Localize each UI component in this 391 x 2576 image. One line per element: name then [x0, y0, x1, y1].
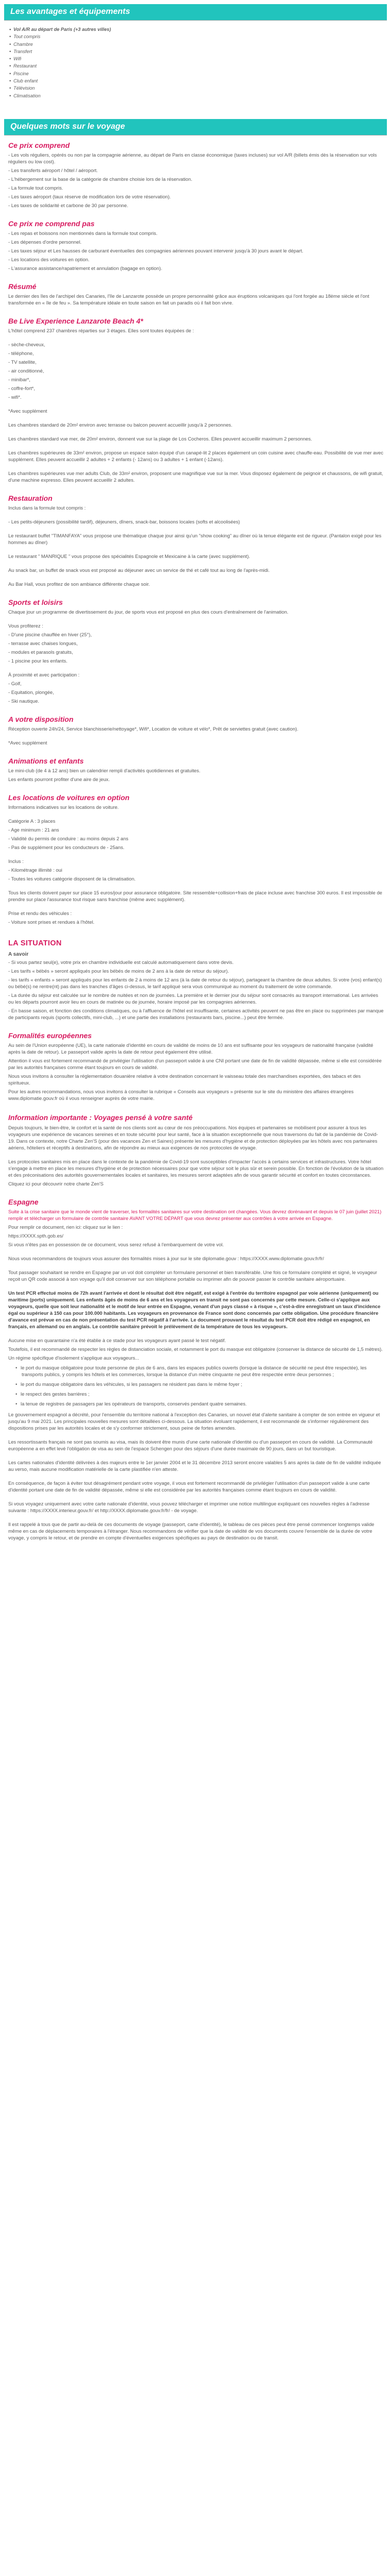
spacer: [8, 402, 384, 408]
equipement-item: • Restaurant: [14, 62, 387, 70]
espagne-title: Espagne: [8, 1197, 39, 1206]
spacer: [8, 812, 384, 818]
spacer: [8, 666, 384, 671]
espagne-red-intro: Suite à la crise sanitaire que le monde vient de traverser, les formalités sanitaires sur votre destination ont changées. Vous devrez dorénavant et depuis le 07 juin (juillet 2021) remplir et télécharger un formulaire de contrôle sanitaire AVANT VOTRE DÉPART que vous devrez présenter aux contrôles à votre arrivée en Espagne.: [8, 1208, 382, 1221]
section-line: - D'une piscine chauffée en hiver (25°),: [8, 631, 92, 637]
section-line: Le mini-club (de 4 à 12 ans) bien un calendrier rempli d'activités quotidiennes et gratuites.: [8, 767, 201, 773]
section-line: Chaque jour un programme de divertissement du jour, de sports vous est proposé en plus des cours d'entraînement de l'animation.: [8, 608, 288, 615]
section-title: Animations et enfants: [8, 756, 84, 765]
espagne-bullet-item: • le port du masque obligatoire pour toute personne de plus de 6 ans, dans les espaces publics ouverts (lorsque la distance de sécurité ne peut être respectée), les transports publics, y compris les hôtels et les commerces, lorsque la distance d'un mètre cinquante ne peut être respectée entre deux personnes ;: [22, 1364, 384, 1378]
section-line: - air conditionné,: [8, 367, 44, 374]
section-line: L'hôtel comprend 237 chambres réparties sur 3 étages. Elles sont toutes équipées de :: [8, 327, 194, 333]
section-line: Les chambres supérieures vue mer adults Club, de 33m² environ, proposent une magnifique vue sur la mer. Vous disposez également de peignoir et chaussons, de wifi gratuit, d'une machine expresso. Elles peuvent accueillir 2 adultes.: [8, 470, 383, 483]
section-line: - Les dépenses d'ordre personnel.: [8, 239, 82, 245]
section-line: Vous profiterez :: [8, 622, 43, 629]
section-line: - L'assurance assistance/rapatriement et annulation (bagage en option).: [8, 265, 162, 271]
section-line: *Avec supplément: [8, 739, 47, 745]
section-line: Informations indicatives sur les locations de voiture.: [8, 804, 119, 810]
spacer: [8, 562, 384, 567]
spacer: [8, 617, 384, 622]
spacer: [8, 1433, 384, 1438]
section-body: [8, 230, 384, 272]
equipement-item: • Tout compris: [14, 33, 387, 40]
equipement-item: • Télévision: [14, 84, 387, 92]
section-line: - Toutes les voitures catégorie disposent de la climatisation.: [8, 875, 136, 882]
section-line: - Voiture sont prises et rendues à l'hôtel.: [8, 919, 94, 925]
section-line: - La formule tout compris.: [8, 184, 63, 191]
formalites-line: Nous vous invitons à consulter la réglementation douanière relative à votre destination concernant le vaisseau totale des marchandises exportées, des tabacs et des spiritueux.: [8, 1073, 361, 1086]
information-title: Information importante : Voyages pensé à votre santé: [8, 1113, 193, 1122]
spacer: [8, 416, 384, 421]
espagne-bullet-item: • le respect des gestes barrières ;: [22, 1391, 384, 1397]
section-line: Le restaurant buffet "TIMANFAYA" vous propose une thématique chaque jour ainsi qu'un "show cooking" au dîner où la tenue élégante est de rigueur. (Pantalon exigé pour les hommes au dîner): [8, 532, 382, 545]
information-text: [8, 1124, 384, 1187]
spacer: [8, 430, 384, 435]
section-title: Les locations de voitures en option: [8, 793, 129, 802]
section-line: Inclus dans la formule tout compris :: [8, 504, 86, 511]
situation-line: - Si vous partez seul(e), votre prix en chambre individuelle est calculé automatiquement dans votre devis.: [8, 959, 234, 965]
section-body: [8, 504, 384, 587]
section-title: Be Live Experience Lanzarote Beach 4*: [8, 316, 143, 325]
section-line: - téléphone,: [8, 350, 34, 356]
espagne-text-b: [8, 1269, 384, 1282]
section-line: - minibar*,: [8, 376, 30, 382]
section-line: - Les taxes aéroport (taux réserve de modification lors de votre réservation).: [8, 193, 171, 199]
section-line: - terrasse avec chaises longues,: [8, 640, 78, 646]
section-line: Au snack bar, un buffet de snack vous est proposé au déjeuner avec un service de thé et café tout au long de l'après-midi.: [8, 567, 270, 573]
section-line: - L'hébergement sur la base de la catégorie de chambre choisie lors de la réservation.: [8, 176, 192, 182]
formalites-text: [8, 1042, 384, 1101]
section-title: Ce prix ne comprend pas: [8, 219, 95, 228]
section-body: [8, 804, 384, 925]
situation-line: - La durée du séjour est calculée sur le nombre de nuitées et non de journées. La première et le dernier jour du séjour sont consacrés au transport international. Les arrivées ou les départs pourront avoir lieu en cours de matinée ou de journée, horaire imposé par les compagnies aériennes.: [8, 992, 379, 1005]
spacer: [8, 884, 384, 889]
section-line: Les chambres supérieures de 33m² environ, propose un espace salon équipé d'un canapé-lit 2 places également un coin cuisine avec chauffe-eau. Possibilité de vue mer avec supplément. Elles peuvent accueillir 2 adultes + 2 enfants (- 12ans) ou 3 adultes + 1 enfant (-12ans).: [8, 449, 384, 462]
espagne-line: Le gouvernement espagnol a décrété, pour l'ensemble du territoire national à l'exception des Canaries, un nouvel état d'alerte sanitaire à compter de son entrée en vigueur et jusqu'au 9 mai 2021. Les principales nouvelles mesures sont détaillées ci-dessous. La situation évoluant rapidement, il est recommandé de s'informer régulièrement des dispositions prises par les autorités locales et de s'y conformer strictement, sous peine de fortes amendes.: [8, 1411, 380, 1431]
section-body: [8, 151, 384, 209]
spacer: [8, 905, 384, 910]
situation-subtitle: A savoir: [8, 951, 29, 957]
section-line: Inclus :: [8, 858, 24, 864]
information-line: Depuis toujours, le bien-être, le confort et la santé de nos clients sont au cœur de nos préoccupations. Nos équipes et partenaires se mobilisent pour assurer à tous les voyageurs une expérience de vacances sereines et en toute sécurité pour leur santé, face à la situation exceptionnelle que nous traversons du fait de la pandémie de Covid-19. Dans ce contexte, notre Charte Zen'S (pour des vacances Zen et Saines) présente les mesures d'hygiène et de protection déployées par les hôtels avec nos partenaires aériens, hôteliers et réceptifs à destinations, afin de répondre au mieux aux exigences de nos protocoles de voyage.: [8, 1124, 378, 1150]
section-line: Réception ouverte 24h/24, Service blanchisserie/nettoyage*, Wifi*, Location de voiture et vélo*, Prêt de serviettes gratuit (avec caution).: [8, 725, 299, 732]
information-line: Cliquez ici pour découvrir notre charte Zen'S: [8, 1180, 104, 1187]
spacer: [8, 853, 384, 858]
section-line: Le restaurant " MANRIQUE " vous propose des spécialités Espagnole et Mexicaine à la carte (avec supplément).: [8, 553, 250, 559]
equipements-list: [4, 26, 387, 99]
section-line: *Avec supplément: [8, 408, 47, 414]
espagne-text-d: [8, 1411, 384, 1541]
section-body: [8, 767, 384, 783]
voyage-content: [4, 141, 387, 1541]
section-body: [8, 725, 384, 746]
spacer: [8, 527, 384, 532]
formalites-line: Au sein de l'Union européenne (UE), la carte nationale d'identité en cours de validité de moins de 10 ans est suffisante pour les voyageurs de nationalité française (validité après la date de retour). Le passeport valide après la date de retour peut également être utilisé.: [8, 1042, 373, 1055]
section-title: Ce prix comprend: [8, 141, 70, 149]
espagne-text-c: [8, 1337, 384, 1361]
section-body: [8, 327, 384, 483]
section-title: A votre disposition: [8, 715, 74, 723]
spacer: [8, 513, 384, 518]
section-line: - Les taxes de solidarité et carbone de 30 par personne.: [8, 202, 128, 208]
formalites-line: Attention il vous est fortement recommandé de privilégier l'utilisation d'un passeport valide à une CNI portant une date de fin de validité dépassée, même si elle est considérée par les autorités françaises comme étant toujours en cours de validité.: [8, 1057, 382, 1070]
spacer: [8, 444, 384, 449]
espagne-line: Un régime spécifique d'isolement s'applique aux voyageurs...: [8, 1354, 139, 1361]
espagne-line: Tout passager souhaitant se rendre en Espagne par un vol doit compléter un formulaire personnel et bien transférable. Une fois ce formulaire complété et signé, le voyageur reçoit un QR code associé à son voyage qu'il doit conserver sur son téléphone portable ou imprimer afin de pouvoir passer le contrôle sanitaire aéroportuaire.: [8, 1269, 377, 1282]
equipement-item: • Wifi: [14, 55, 387, 62]
espagne-line: Toutefois, il est recommandé de respecter les règles de distanciation sociale, et notamment le port du masque est obligatoire (conserver la distance de sécurité de 1,5 mètres).: [8, 1346, 383, 1352]
equipement-item: • Chambre: [14, 41, 387, 48]
section-line: - Kilométrage illimité : oui: [8, 867, 62, 873]
section-line: Prise et rendu des véhicules :: [8, 910, 72, 916]
voyage-banner: Quelques mots sur le voyage: [4, 119, 387, 135]
spacer: [8, 1495, 384, 1500]
section-line: Les enfants pourront profiter d'une aire de jeux.: [8, 776, 110, 782]
spacer: [8, 1516, 384, 1521]
espagne-line: Nous vous recommandons de toujours vous assurer des formalités mises à jour sur le site diplomatie.gouv : https://XXXX.www.diplomatie.gouv.fr/fr/: [8, 1255, 324, 1261]
sections-container: [8, 141, 384, 925]
section-body: [8, 293, 384, 306]
section-title: Restauration: [8, 494, 53, 502]
spacer: [8, 336, 384, 341]
section-line: À proximité et avec participation :: [8, 671, 80, 677]
section-line: - Les locations des voitures en option.: [8, 256, 90, 262]
espagne-line: Aucune mise en quarantaine n'a été établie à ce stade pour les voyageurs ayant passé le test négatif.: [8, 1337, 226, 1343]
espagne-line: https://XXXX.spth.gob.es/: [8, 1232, 63, 1239]
equipement-item: • Piscine: [14, 70, 387, 77]
spacer: [8, 465, 384, 470]
formalites-title: Formalités européennes: [8, 1031, 92, 1040]
section-line: - wifi*.: [8, 394, 22, 400]
situation-title: LA SITUATION: [8, 939, 62, 947]
section-line: - Les taxes séjour et Les hausses de carburant éventuelles des compagnies aériennes pouvant intervenir jusqu'à 30 jours avant le départ.: [8, 247, 303, 253]
section-title: Sports et loisirs: [8, 598, 63, 606]
equipement-item: • Climatisation: [14, 92, 387, 99]
section-line: - Age minimum : 21 ans: [8, 826, 59, 833]
section-line: Catégorie A : 3 places: [8, 818, 56, 824]
espagne-bullet-list: [8, 1364, 384, 1407]
information-line: Les protocoles sanitaires mis en place dans le contexte de la pandémie de Covid-19 sont susceptibles d'impacter l'accès à certains services et infrastructures. Votre hôtel s'engage à mettre en place les mesures d'hygiène et de protection nécessaires pour que votre séjour soit le plus sûr et serein possible. En fonction de l'évolution de la situation et des préconisations des autorités gouvernementales locales et sanitaires, les mesures seront adaptées afin de vous garantir sécurité et confort en toutes circonstances.: [8, 1158, 384, 1178]
espagne-line: Si vous n'êtes pas en possession de ce document, vous serez refusé à l'embarquement de votre vol.: [8, 1241, 224, 1247]
section-line: - 1 piscine pour les enfants.: [8, 657, 68, 664]
espagne-line: Les cartes nationales d'identité délivrées à des majeurs entre le 1er janvier 2004 et le 31 décembre 2013 seront encore valables 5 ans après la date de fin de validité indiquée au verso, mais aucune modification matérielle de la carte plastifiée n'en atteste.: [8, 1459, 381, 1472]
section-line: - Les petits-déjeuners (possibilité tardif), déjeuners, dîners, snack-bar, boissons locales (softs et alcoolisées): [8, 518, 240, 524]
section-line: - Validité du permis de conduire : au moins depuis 2 ans: [8, 835, 128, 841]
spacer: [8, 1454, 384, 1459]
spacer: [8, 575, 384, 581]
section-line: - coffre-fort*,: [8, 385, 35, 391]
section-line: Le dernier des îles de l'archipel des Canaries, l'île de Lanzarote possède un propre personnalité grâce aux éruptions volcaniques qui l'ont forgée au 18ème siècle et l'ont transformée en « île de feu ». Sa température idéale en toute saison en fait un paradis où il fait bon vivre.: [8, 293, 369, 306]
equipement-item: • Club enfant: [14, 77, 387, 84]
section-title: Résumé: [8, 282, 37, 291]
espagne-line: Si vous voyagez uniquement avec votre carte nationale d'identité, vous pouvez télécharger et imprimer une notice multilingue expliquant ces nouvelles règles à l'adresse suivante : https://XXXX.interieur.gouv.fr/ et http://XXXX.diplomatie.gouv.fr/fr/ - de voyage.: [8, 1500, 370, 1513]
section-line: Au Bar Hall, vous profitez de son ambiance différente chaque soir.: [8, 581, 150, 587]
section-body: [8, 608, 384, 704]
spacer: [8, 1153, 384, 1158]
section-line: - Les repas et boissons non mentionnés dans la formule tout compris.: [8, 230, 158, 236]
spacer: [8, 548, 384, 553]
equipements-banner: Les avantages et équipements: [4, 4, 387, 21]
spacer: [8, 1475, 384, 1480]
equipement-item: • Vol A/R au départ de Paris (+3 autres villes): [14, 26, 387, 33]
situation-line: - En basse saison, et fonction des conditions climatiques, ou à l'affluence de l'hôtel est insuffisante, certaines activités peuvent ne pas être en place ou supprimées par manque de participants requis (sports collectifs, mini-club, ...) et une partie des installations (restaurants bars, piscine...) peut être fermée.: [8, 1007, 384, 1020]
section-line: - Les vols réguliers, opérés ou non par la compagnie aérienne, au départ de Paris en classe économique (taxes incluses) sur vol A/R (billets émis dès la réservation sur vols réguliers ou low cost).: [8, 151, 377, 164]
section-line: - sèche-cheveux,: [8, 341, 45, 347]
section-line: Tous les clients doivent payer sur place 15 euros/jour pour assurance obligatoire. Site ressemble+collision+frais de place incluse avec franchise 300 euros. Il est impossible de prendre sur place l'assurance tout risque sans franchise (même avec supplément).: [8, 889, 382, 902]
section-line: Les chambres standard de 20m² environ avec terrasse ou balcon peuvent accueillir jusqu'à 2 personnes.: [8, 421, 233, 428]
section-line: - Les transferts aéroport / hôtel / aéroport.: [8, 167, 98, 173]
espagne-bullet-item: • le port du masque obligatoire dans les véhicules, si les passagers ne résident pas dans le même foyer ;: [22, 1381, 384, 1387]
spacer: [8, 1250, 384, 1255]
espagne-line: Il est rappelé à tous que de partir au-delà de ces documents de voyage (passeport, carte d'identité), le tableau de ces pièces peut être pensé commencer longtemps valide même en cas de déplacements temporaires à l'étranger. Nous recommandons de vérifier que la date de validité de vos documents couvre l'ensemble de la durée de votre voyage, y compris le retour, et de prendre en compte d'éventuelles exigences spécifiques au pays de destination ou de transit.: [8, 1521, 374, 1540]
section-line: - Golf,: [8, 680, 22, 686]
section-line: - modules et parasols gratuits,: [8, 649, 73, 655]
espagne-line: Pour remplir ce document, rien ici: cliquez sur le lien :: [8, 1224, 123, 1230]
spacer: [8, 734, 384, 739]
section-line: - Ski nautique.: [8, 698, 39, 704]
espagne-line: Les ressortissants français ne sont pas soumis au visa, mais ils doivent être munis d'une carte nationale d'identité ou d'un passeport en cours de validité. La Communauté européenne a en effet levé l'obligation de visa au sein de l'espace Schengen pour des séjours d'une durée maximale de 90 jours, dans un but touristique.: [8, 1438, 373, 1451]
formalites-line: Pour les autres recommandations, nous vous invitons à consulter la rubrique « Conseils aux voyageurs » présente sur le site du ministère des affaires étrangères www.diplomatie.gouv.fr où il vous renseigner auprès de votre mairie.: [8, 1088, 354, 1101]
section-line: Les chambres standard vue mer, de 20m² environ, donnent vue sur la plage de Los Cocheros. Elles peuvent accueillir maximum 2 personnes.: [8, 435, 312, 442]
equipement-item: • Transfert: [14, 48, 387, 55]
situation-line: - les tarifs « enfants » seront appliqués pour les enfants de 2 à moins de 12 ans (à la date de retour du séjour), partageant la chambre de deux adultes. Si votre (vos) enfant(s) ou bébé(s) ne rentre(nt) pas dans les tranches d'âges ci-dessus, le tarif appliqué sera vous communiqué au moment du traitement de votre commande.: [8, 976, 382, 989]
section-line: - TV satellite,: [8, 359, 37, 365]
situation-text: [8, 959, 384, 1021]
espagne-line: En conséquence, de façon à éviter tout désagrément pendant votre voyage, il vous est fortement recommandé de privilégier l'utilisation d'un passeport valide à une carte d'identité portant une date de fin de validité dépassée, même si elle est considérée par les autorités françaises comme étant toujours en cours de validité.: [8, 1480, 370, 1493]
espagne-bullet-item: • la tenue de registres de passagers par les opérateurs de transports, conservés pendant quatre semaines.: [22, 1400, 384, 1407]
espagne-text-a: [8, 1224, 384, 1262]
section-line: - Pas de supplément pour les conducteurs de - 25ans.: [8, 844, 125, 850]
espagne-bold-paragraph: Un test PCR effectué moins de 72h avant l'arrivée et dont le résultat doit être négatif, est exigé à l'entrée du territoire espagnol par voie aérienne (uniquement) ou maritime (ports) uniquement. Les enfants âgés de moins de 6 ans et les voyageurs en transit ne sont pas concernés par cette mesure. Celle-ci s'applique aux voyageurs, quelle que soit leur nationalité et le motif de leur entrée en Espagne, venant d'un pays classé « à risque », c'est-à-dire enregistrant un taux d'incidence égal ou supérieur à 150 cas pour 100.000 habitants. Les voyageurs en provenance de France sont donc concernés par cette obligation. Une procédure financière d'avance est prévue en cas de non présentation du test PCR négatif à l'arrivée. Le document prouvant le résultat du test PCR doit être rédigé en espagnol, en français, en allemand ou en anglais. Le contrôle sanitaire prévoit le prélèvement de la température de tous les voyageurs.: [8, 1290, 381, 1329]
situation-line: - Les tarifs « bébés » seront appliqués pour les bébés de moins de 2 ans à la date de retour du séjour).: [8, 968, 229, 974]
section-line: - Equitation, plongée,: [8, 689, 54, 695]
